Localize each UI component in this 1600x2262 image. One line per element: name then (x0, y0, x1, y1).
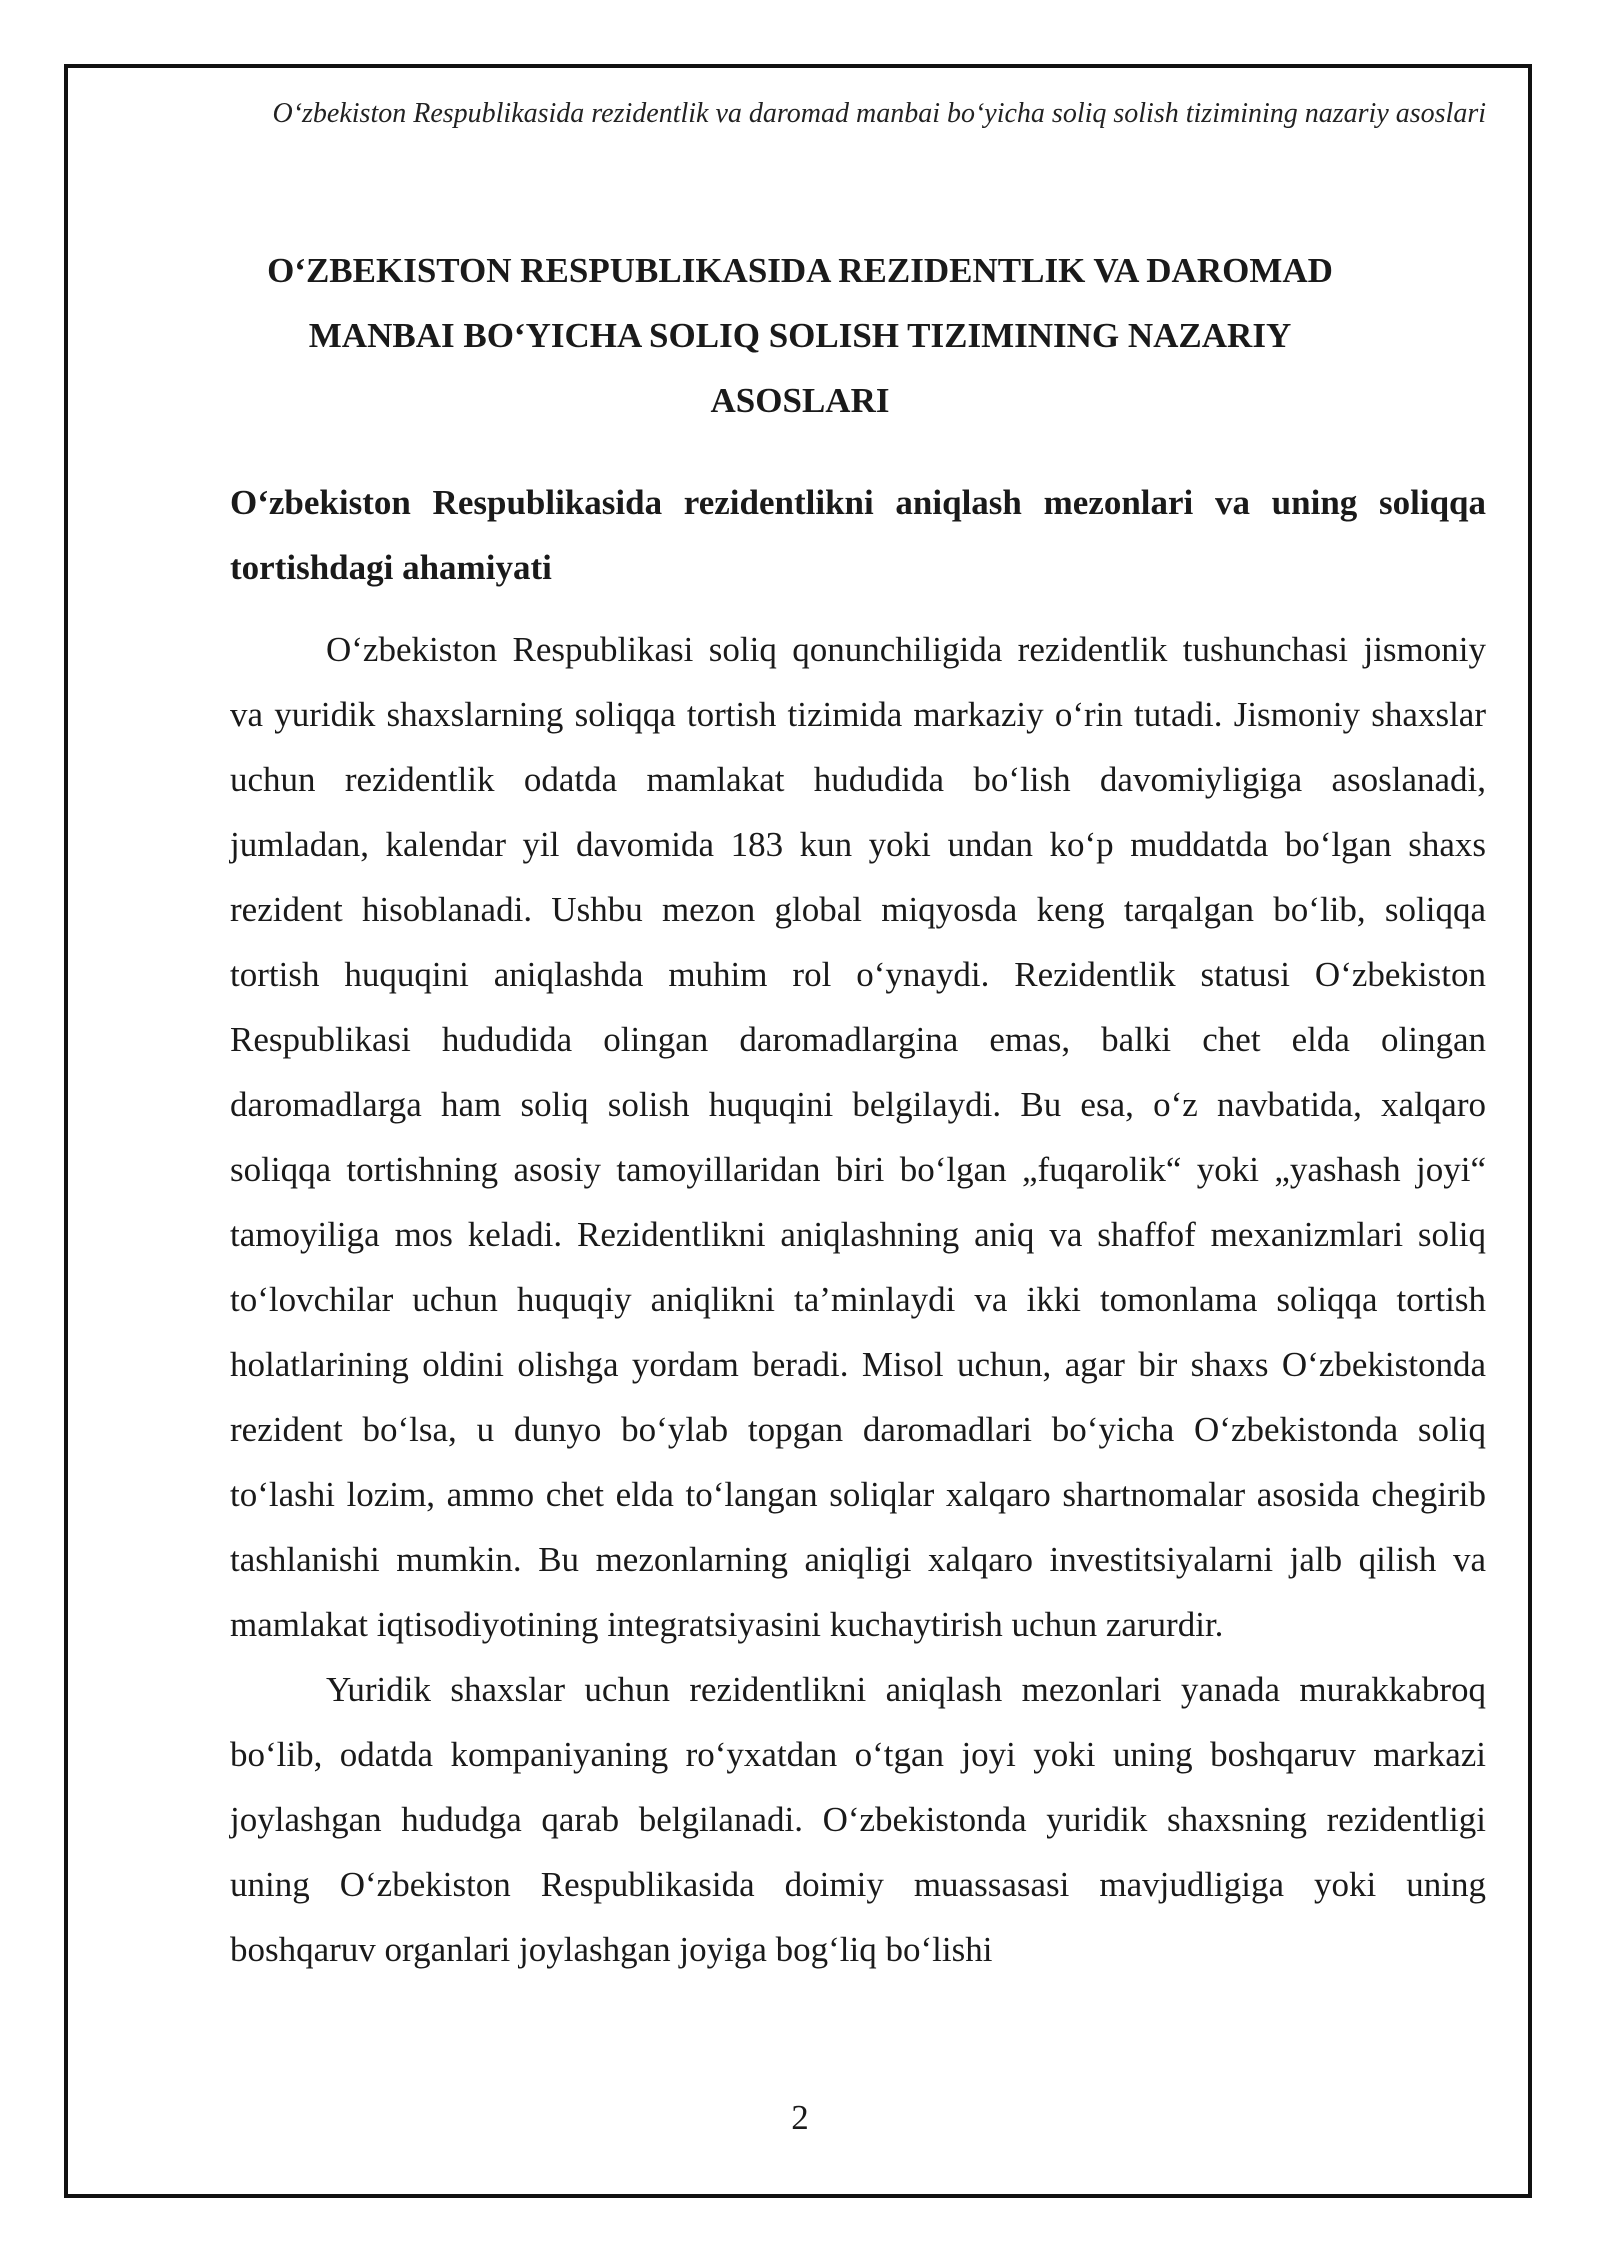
chapter-title: O‘ZBEKISTON RESPUBLIKASIDA REZIDENTLIK VA DAROMAD MANBAI BO‘YICHA SOLIQ SOLISH TIZIMINING NAZARIY ASOSLARI (267, 251, 1333, 420)
body-text (230, 617, 1486, 1982)
paragraph: Yuridik shaxslar uchun rezidentlikni aniqlash mezonlari yanada murakkabroq bo‘lib, odatda kompaniyaning ro‘yxatdan o‘tgan joyi yoki uning boshqaruv markazi joylashgan hududga qarab belgilanadi. O‘zbekistonda yuridik shaxsning rezidentligi uning O‘zbekiston Respublikasida doimiy muassasasi mavjudligiga yoki uning boshqaruv organlari joylashgan joyiga bog‘liq bo‘lishi (230, 1670, 1486, 1969)
running-header: O‘zbekiston Respublikasida rezidentlik va daromad manbai bo‘yicha soliq solish tizimining nazariy asoslari (272, 98, 1486, 129)
page-number: 2 (791, 2098, 809, 2137)
paragraph: O‘zbekiston Respublikasi soliq qonunchiligida rezidentlik tushunchasi jismoniy va yuridik shaxslarning soliqqa tortish tizimida markaziy o‘rin tutadi. Jismoniy shaxslar uchun rezidentlik odatda mamlakat hududida bo‘lish davomiyligiga asoslanadi, jumladan, kalendar yil davomida 183 kun yoki undan ko‘p muddatda bo‘lgan shaxs rezident hisoblanadi. Ushbu mezon global miqyosda keng tarqalgan bo‘lib, soliqqa tortish huquqini aniqlashda muhim rol o‘ynaydi. Rezidentlik statusi O‘zbekiston Respublikasi hududida olingan daromadlargina emas, balki chet elda olingan daromadlarga ham soliq solish huquqini belgilaydi. Bu esa, o‘z navbatida, xalqaro soliqqa tortishning asosiy tamoyillaridan biri bo‘lgan „fuqarolik“ yoki „yashash joyi“ tamoyiliga mos keladi. Rezidentlikni aniqlashning aniq va shaffof mexanizmlari soliq to‘lovchilar uchun huquqiy aniqlikni ta’minlaydi va ikki tomonlama soliqqa tortish holatlarining oldini olishga yordam beradi. Misol uchun, agar bir shaxs O‘zbekistonda rezident bo‘lsa, u dunyo bo‘ylab topgan daromadlari bo‘yicha O‘zbekistonda soliq to‘lashi lozim, ammo chet elda to‘langan soliqlar xalqaro shartnomalar asosida chegirib tashlanishi mumkin. Bu mezonlarning aniqligi xalqaro investitsiyalarni jalb qilish va mamlakat iqtisodiyotining integratsiyasini kuchaytirish uchun zarurdir. (230, 630, 1486, 1644)
section-heading: O‘zbekiston Respublikasida rezidentlikni aniqlash mezonlari va uning soliqqa tortishdagi ahamiyati (230, 483, 1486, 587)
